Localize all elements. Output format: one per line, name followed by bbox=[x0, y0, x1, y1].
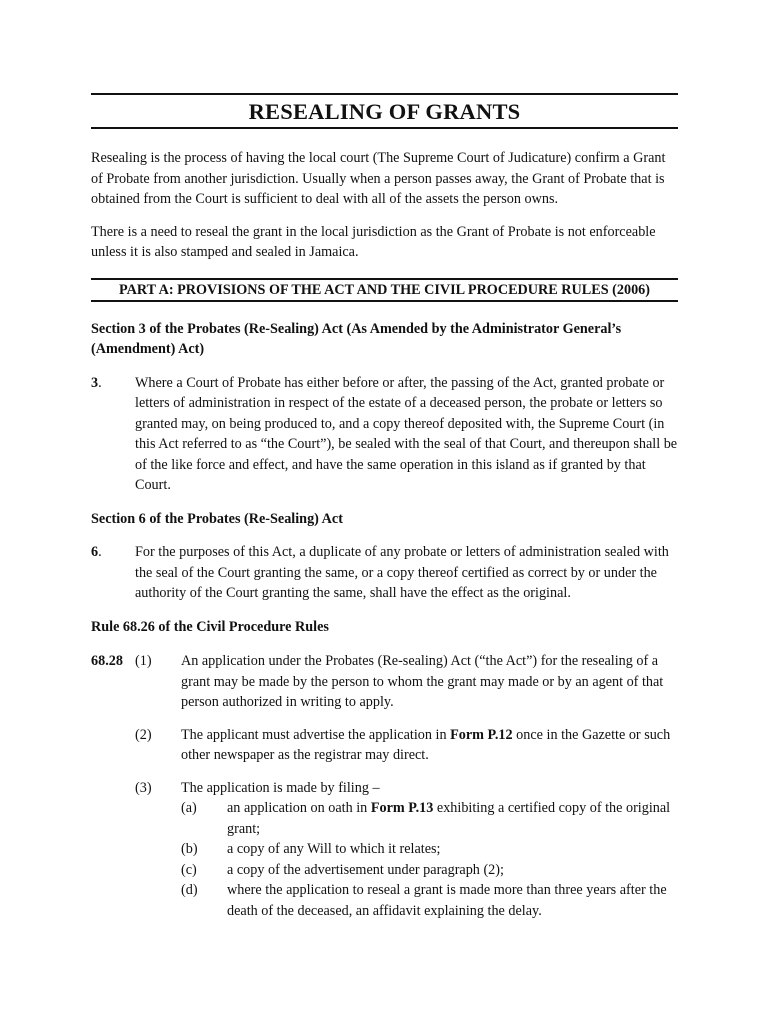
list-item bbox=[181, 860, 678, 881]
form-reference: Form P.13 bbox=[370, 800, 434, 816]
rule-sub-2 bbox=[135, 725, 678, 766]
sub-label: (1) bbox=[135, 653, 152, 669]
section-3 bbox=[91, 373, 678, 496]
intro-paragraph-1: Resealing is the process of having the local court (The Supreme Court of Judicature) confirm a Grant of Probate from another jurisdiction. Usually when a person passes away, the Grant of Probate that is obtained from the Court is sufficient to deal with all of the assets the person owns. bbox=[91, 150, 666, 207]
section-3-punct: . bbox=[98, 374, 102, 391]
rule-body bbox=[135, 651, 678, 921]
section-6-number bbox=[91, 542, 135, 604]
item-text-before: an application on oath in bbox=[227, 800, 371, 816]
sub-text: An application under the Probates (Re-sealing) Act (“the Act”) for the resealing of a grant may be made by the person to whom the grant may made or by an agent of that person authorized in writing to apply. bbox=[181, 653, 664, 710]
rule-68-28 bbox=[91, 651, 678, 921]
item-label: (b) bbox=[181, 841, 198, 857]
rule-number: 68.28 bbox=[91, 653, 123, 669]
document-page bbox=[91, 93, 678, 921]
section-3-num: 3 bbox=[91, 374, 99, 391]
rule-sub-3 bbox=[135, 778, 678, 922]
list-item bbox=[181, 839, 678, 860]
item-label: (a) bbox=[181, 800, 197, 816]
item-text-after: exhibiting a certified copy of the original grant; bbox=[227, 800, 671, 837]
item-label: (d) bbox=[181, 882, 198, 898]
part-a-heading: PART A: PROVISIONS OF THE ACT AND THE CIVIL PROCEDURE RULES (2006) bbox=[91, 278, 678, 302]
rule-sub-1 bbox=[135, 651, 678, 713]
form-reference: Form P.12 bbox=[450, 726, 513, 743]
item-label: (c) bbox=[181, 861, 197, 878]
list-item bbox=[181, 880, 678, 921]
sub-text-after: once in the Gazette or such other newspaper as the registrar may direct. bbox=[181, 726, 671, 763]
section-6-text: For the purposes of this Act, a duplicate of any probate or letters of administration sealed with the seal of the Court granting the same, or a copy thereof certified as correct by or under the authority of the Court granting the same, shall have the effect as the original. bbox=[135, 544, 669, 601]
item-text bbox=[227, 798, 678, 839]
sub-text-block bbox=[181, 778, 678, 922]
sub-text-before: The applicant must advertise the application in bbox=[181, 726, 451, 743]
sub-label: (3) bbox=[135, 779, 152, 796]
section-6-punct: . bbox=[98, 544, 102, 560]
intro-paragraph-2: There is a need to reseal the grant in the local jurisdiction as the Grant of Probate is not enforceable unless it is also stamped and sealed in Jamaica. bbox=[91, 223, 656, 260]
item-text: where the application to reseal a grant is made more than three years after the death of the deceased, an affidavit explaining the delay. bbox=[227, 882, 667, 919]
item-text: a copy of any Will to which it relates; bbox=[227, 841, 441, 857]
list-item bbox=[181, 798, 678, 839]
sub-text: The application is made by filing – bbox=[181, 779, 380, 796]
section-6-num: 6 bbox=[91, 544, 99, 560]
rule-heading: Rule 68.26 of the Civil Procedure Rules bbox=[91, 618, 329, 635]
section-6-heading: Section 6 of the Probates (Re-Sealing) Act bbox=[91, 510, 343, 527]
section-3-number bbox=[91, 373, 135, 496]
section-3-text: Where a Court of Probate has either before or after, the passing of the Act, granted probate or letters of administration in respect of the estate of a deceased person, the probate or letters so granted may, on being produced to, and a copy thereof deposited with, the Supreme Court (in this Act referred to as “the Court”), be sealed with the seal of that Court, and thereupon shall be of the like force and effect, and have the same operation in this island as if granted by that Court. bbox=[135, 374, 678, 493]
sub-label: (2) bbox=[135, 726, 152, 743]
item-text: a copy of the advertisement under paragraph (2); bbox=[227, 861, 504, 878]
sub-text bbox=[181, 725, 678, 766]
section-3-heading: Section 3 of the Probates (Re-Sealing) Act (As Amended by the Administrator General’s (Amendment) Act) bbox=[91, 320, 622, 357]
page-title: RESEALING OF GRANTS bbox=[248, 99, 521, 124]
section-6 bbox=[91, 542, 678, 604]
title-box bbox=[91, 93, 678, 129]
